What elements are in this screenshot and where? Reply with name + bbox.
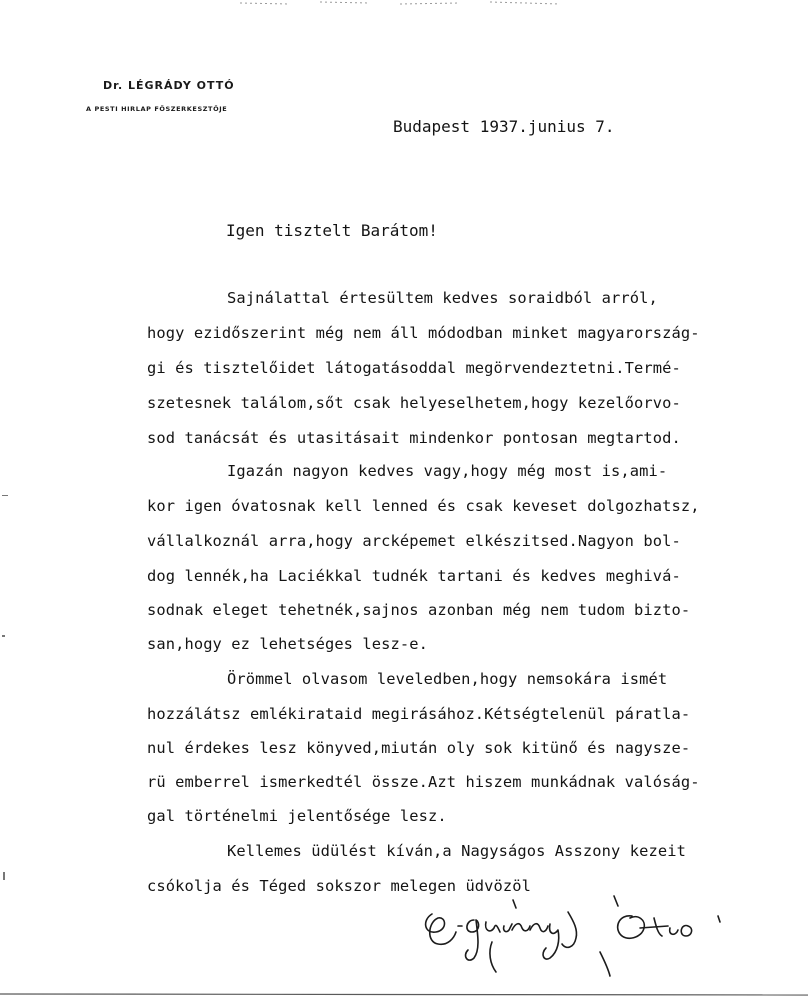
body-line: Örömmel olvasom leveledben,hogy nemsokára ismét [227,670,668,688]
body-line: dog lennék,ha Laciékkal tudnék tartani és kedves meghivá- [147,567,681,585]
margin-mark [2,495,8,496]
body-line: hozzálátsz emlékirataid megirásához.Kétségtelenül páratla- [147,705,691,723]
body-line: gal történelmi jelentősége lesz. [147,807,447,825]
dateline: Budapest 1937.junius 7. [393,117,615,136]
letterhead-position: A PESTI HIRLAP FŐSZERKESZTŐJE [86,105,228,113]
body-line: vállalkoznál arra,hogy arcképemet elkészitsed.Nagyon bol- [147,532,681,550]
body-line: hogy ezidőszerint még nem áll módodban minket magyarország- [147,324,700,342]
top-edge-marks [230,0,590,8]
body-line: Kellemes üdülést kíván,a Nagyságos Asszony kezeit [227,842,686,860]
body-line: nul érdekes lesz könyved,miután oly sok kitünő és nagysze- [147,739,691,757]
body-line: rü emberrel ismerkedtél össze.Azt hiszem munkádnak valóság- [147,773,700,791]
body-line: csókolja és Téged sokszor melegen üdvözöl [147,877,532,895]
body-line: Sajnálattal értesültem kedves soraidból arról, [227,289,658,307]
letterhead-name: Dr. LÉGRÁDY OTTÓ [103,79,235,92]
body-line: sodnak eleget tehetnék,sajnos azonban még nem tudom bizto- [147,601,691,619]
body-line: san,hogy ez lehetséges lesz-e. [147,635,428,653]
body-line: kor igen óvatosnak kell lenned és csak keveset dolgozhatsz, [147,497,700,515]
salutation: Igen tisztelt Barátom! [226,221,438,240]
body-line: szetesnek találom,sőt csak helyeselhetem,hogy kezelőorvo- [147,394,681,412]
handwritten-signature [418,892,748,982]
margin-mark [3,872,5,880]
bottom-edge-rule [0,990,808,1000]
body-line: Igazán nagyon kedves vagy,hogy még most is,ami- [227,462,668,480]
body-line: gi és tisztelőidet látogatásoddal megörvendeztetni.Termé- [147,359,681,377]
body-line: sod tanácsát és utasitásait mindenkor pontosan megtartod. [147,429,681,447]
margin-mark [2,635,5,637]
